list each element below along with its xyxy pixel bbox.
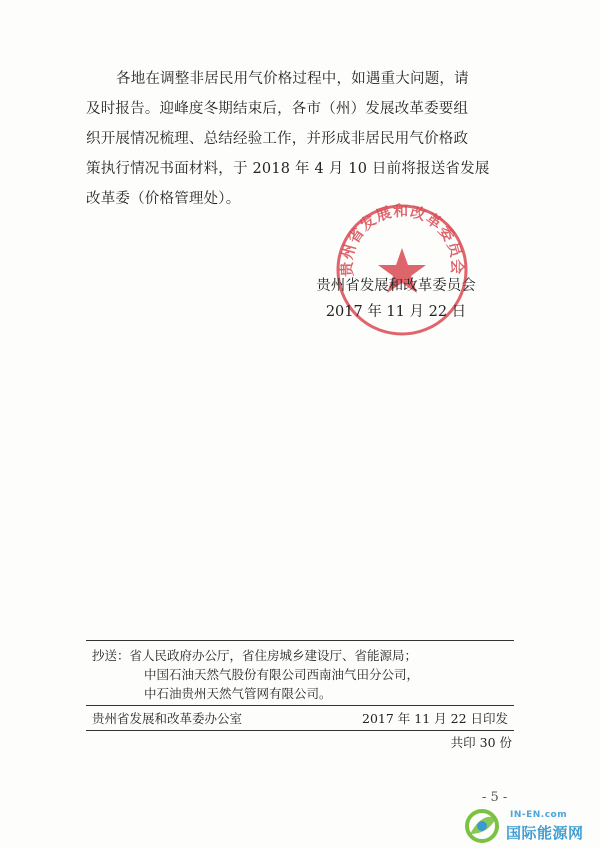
page-number: - 5 - — [482, 790, 508, 805]
watermark-site: IN-EN.com — [510, 810, 568, 820]
body-line: 各地在调整非居民用气价格过程中，如遇重大问题，请 — [116, 71, 469, 87]
body-line: 改革委（价格管理处）。 — [86, 191, 241, 207]
signing-date: 2017 年 11 月 22 日 — [325, 304, 467, 320]
divider-middle — [86, 705, 514, 706]
divider-bottom — [86, 730, 514, 731]
leaf-logo-icon — [462, 808, 502, 844]
body-line: 织开展情况梳理、总结经验工作，并形成非居民用气价格政 — [86, 131, 469, 147]
body-line: 策执行情况书面材料，于 2018 年 4 月 10 日前将报送省发展 — [86, 161, 490, 177]
seal-text: 贵州省发展和改革委员会 — [337, 202, 467, 278]
signature-block — [296, 273, 496, 325]
issue-date: 2017 年 11 月 22 日印发 — [362, 711, 508, 726]
issuer-row — [86, 709, 512, 729]
signing-organization: 贵州省发展和改革委员会 — [316, 278, 476, 294]
cc-list — [92, 646, 512, 703]
body-paragraph — [86, 64, 504, 214]
site-watermark — [462, 806, 598, 846]
cc-line: 中石油贵州天然气管网有限公司。 — [144, 686, 332, 701]
watermark-name: 国际能源网 — [506, 824, 584, 842]
divider-top — [86, 640, 514, 641]
issuing-office: 贵州省发展和改革委办公室 — [92, 711, 243, 726]
cc-line: 中国石油天然气股份有限公司西南油气田分公司， — [144, 667, 420, 682]
body-line: 及时报告。迎峰度冬期结束后，各市（州）发展改革委要组 — [86, 101, 469, 117]
cc-line: 抄送：省人民政府办公厅，省住房城乡建设厅、省能源局； — [92, 648, 418, 663]
copies-count: 共印 30 份 — [450, 735, 512, 750]
